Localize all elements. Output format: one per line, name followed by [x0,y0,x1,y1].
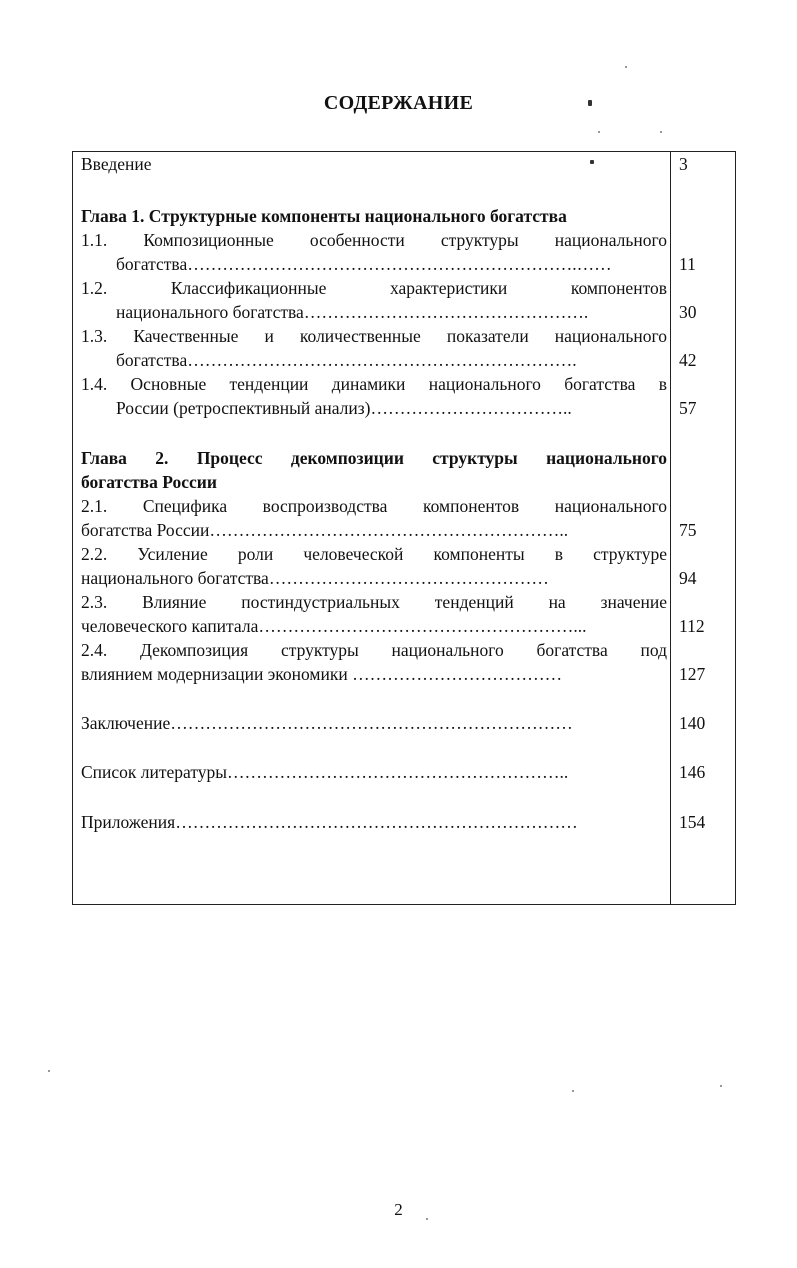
toc-appendices-page: 154 [679,812,706,832]
toc-literature: Список литературы………………………………………………….. [81,762,569,782]
toc-item-1-2-page: 30 [679,302,697,322]
toc-item-2-4-line1: 2.4. Декомпозиция структуры национального богатства под [81,640,667,660]
chapter-2-heading-line2: богатства России [81,472,217,492]
column-divider [670,152,671,904]
toc-item-1-4-line2: России (ретроспективный анализ)…………………………….. [116,398,572,418]
toc-item-2-3-line2: человеческого капитала………………………………………………... [81,616,587,636]
toc-item-2-4-page: 127 [679,664,706,684]
toc-item-2-1-line2: богатства России…………………………………………………….. [81,520,569,540]
chapter-2-heading-line1: Глава 2. Процесс декомпозиции структуры национального [81,448,667,468]
toc-item-1-4-page: 57 [679,398,697,418]
scan-speck [588,100,592,106]
scan-speck [720,1085,722,1087]
toc-item-2-3-page: 112 [679,616,705,636]
scan-speck [625,66,627,68]
toc-item-1-3-line1: 1.3. Качественные и количественные показатели национального [81,326,667,346]
toc-item-2-2-line2: национального богатства………………………………………… [81,568,549,588]
toc-conclusion-page: 140 [679,713,706,733]
toc-literature-page: 146 [679,762,706,782]
toc-item-1-4-line1: 1.4. Основные тенденции динамики национального богатства в [81,374,667,394]
toc-appendices: Приложения…………………………………………………………… [81,812,578,832]
chapter-1-heading: Глава 1. Структурные компоненты национального богатства [81,206,567,226]
page-number: 2 [394,1200,403,1219]
toc-item-1-2-line2: национального богатства…………………………………………. [116,302,589,322]
toc-item-2-4-line2: влиянием модернизации экономики ……………………………… [81,664,563,684]
scan-speck [48,1070,50,1072]
scan-speck [590,160,594,164]
toc-conclusion: Заключение…………………………………………………………… [81,713,573,733]
toc-item-2-1-page: 75 [679,520,697,540]
toc-item-1-3-line2: богатства…………………………………………………………. [116,350,577,370]
toc-intro-page: 3 [679,154,688,174]
toc-item-1-1-page: 11 [679,254,696,274]
toc-item-1-2-line1: 1.2. Классификационные характеристики компонентов [81,278,667,298]
toc-item-2-2-page: 94 [679,568,697,588]
page-title: СОДЕРЖАНИЕ [323,92,474,114]
table-of-contents [72,151,736,905]
scan-speck [660,131,662,133]
toc-item-2-2-line1: 2.2. Усиление роли человеческой компоненты в структуре [81,544,667,564]
toc-item-1-3-page: 42 [679,350,697,370]
toc-intro-label: Введение [81,154,152,174]
toc-item-1-1-line2: богатства………………………………………………………….…… [116,254,612,274]
scan-speck [572,1090,574,1092]
scan-speck [598,131,600,133]
scan-speck [426,1218,428,1220]
toc-item-2-3-line1: 2.3. Влияние постиндустриальных тенденций на значение [81,592,667,612]
toc-item-1-1-line1: 1.1. Композиционные особенности структуры национального [81,230,667,250]
toc-item-2-1-line1: 2.1. Специфика воспроизводства компонентов национального [81,496,667,516]
